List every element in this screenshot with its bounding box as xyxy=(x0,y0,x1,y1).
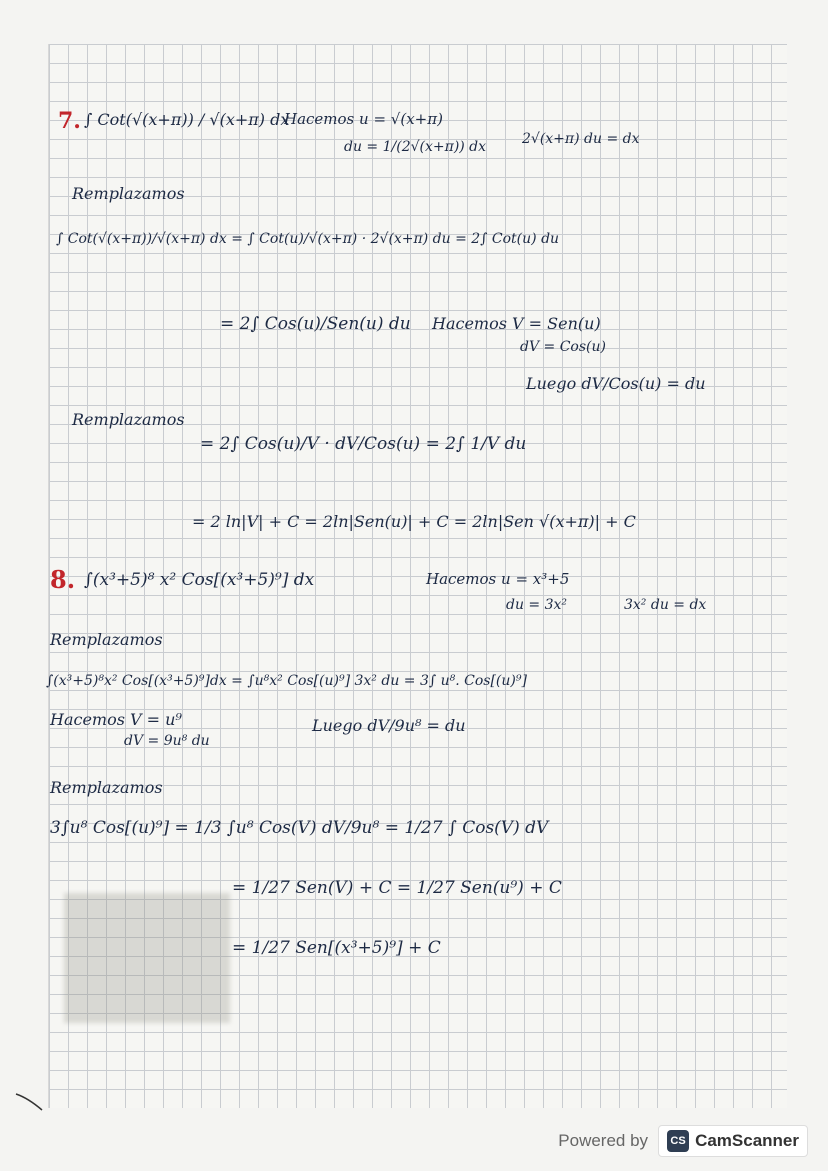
problem-8-substitution: Hacemos u = x³+5 xyxy=(426,570,570,588)
problem-7-step-1: ∫ Cot(√(x+π))/√(x+π) dx = ∫ Cot(u)/√(x+π) · 2√(x+π) du = 2∫ Cot(u) du xyxy=(56,231,560,247)
problem-8-remplazamos-label-2: Remplazamos xyxy=(50,778,163,797)
problem-8-dv: dV = 9u⁸ du xyxy=(124,733,210,749)
problem-7-number: 7. xyxy=(58,108,81,134)
scan-shadow-patch xyxy=(64,893,230,1023)
problem-7-dx-relation: 2√(x+π) du = dx xyxy=(522,131,640,147)
problem-7-du: du = 1/(2√(x+π)) dx xyxy=(344,139,487,155)
problem-7-step-2: = 2∫ Cos(u)/Sen(u) du xyxy=(220,314,411,334)
problem-8-integral: ∫(x³+5)⁸ x² Cos[(x³+5)⁹] dx xyxy=(84,570,315,590)
problem-7-dv: dV = Cos(u) xyxy=(520,339,606,355)
problem-7-remplazamos-label-2: Remplazamos xyxy=(72,410,185,429)
problem-8-step-3: = 1/27 Sen(V) + C = 1/27 Sen(u⁹) + C xyxy=(232,878,562,898)
problem-8-luego: Luego dV/9u⁸ = du xyxy=(312,716,466,735)
powered-by-text: Powered by xyxy=(558,1131,649,1150)
problem-7-remplazamos-label: Remplazamos xyxy=(72,184,185,203)
camscanner-brand: CamScanner xyxy=(695,1131,799,1150)
problem-7-integral: ∫ Cot(√(x+π)) / √(x+π) dx xyxy=(84,110,290,129)
problem-8-step-1: ∫(x³+5)⁸x² Cos[(x³+5)⁹]dx = ∫u⁸x² Cos[(u)⁹] 3x² du = 3∫ u⁸. Cos[(u)⁹] xyxy=(46,673,527,689)
problem-8-number: 8. xyxy=(50,565,76,594)
problem-7-step-3: = 2∫ Cos(u)/V · dV/Cos(u) = 2∫ 1/V du xyxy=(200,434,527,454)
problem-7-luego: Luego dV/Cos(u) = du xyxy=(526,374,706,393)
problem-7-result: = 2 ln|V| + C = 2ln|Sen(u)| + C = 2ln|Sen √(x+π)| + C xyxy=(192,512,636,531)
problem-8-dx-relation: 3x² du = dx xyxy=(624,597,707,613)
problem-8-substitution-v: Hacemos V = u⁹ xyxy=(50,710,182,729)
problem-8-step-2: 3∫u⁸ Cos[(u)⁹] = 1/3 ∫u⁸ Cos(V) dV/9u⁸ = 1/27 ∫ Cos(V) dV xyxy=(50,818,549,838)
scan-corner-mark xyxy=(14,1092,44,1112)
problem-7-substitution: Hacemos u = √(x+π) xyxy=(284,110,443,128)
problem-8-du: du = 3x² xyxy=(506,597,568,613)
camscanner-footer xyxy=(558,1124,808,1158)
problem-8-remplazamos-label: Remplazamos xyxy=(50,630,163,649)
problem-8-result: = 1/27 Sen[(x³+5)⁹] + C xyxy=(232,938,441,958)
camscanner-badge xyxy=(658,1125,808,1157)
problem-7-substitution-v: Hacemos V = Sen(u) xyxy=(432,314,601,333)
camscanner-logo-icon: CS xyxy=(667,1130,689,1152)
